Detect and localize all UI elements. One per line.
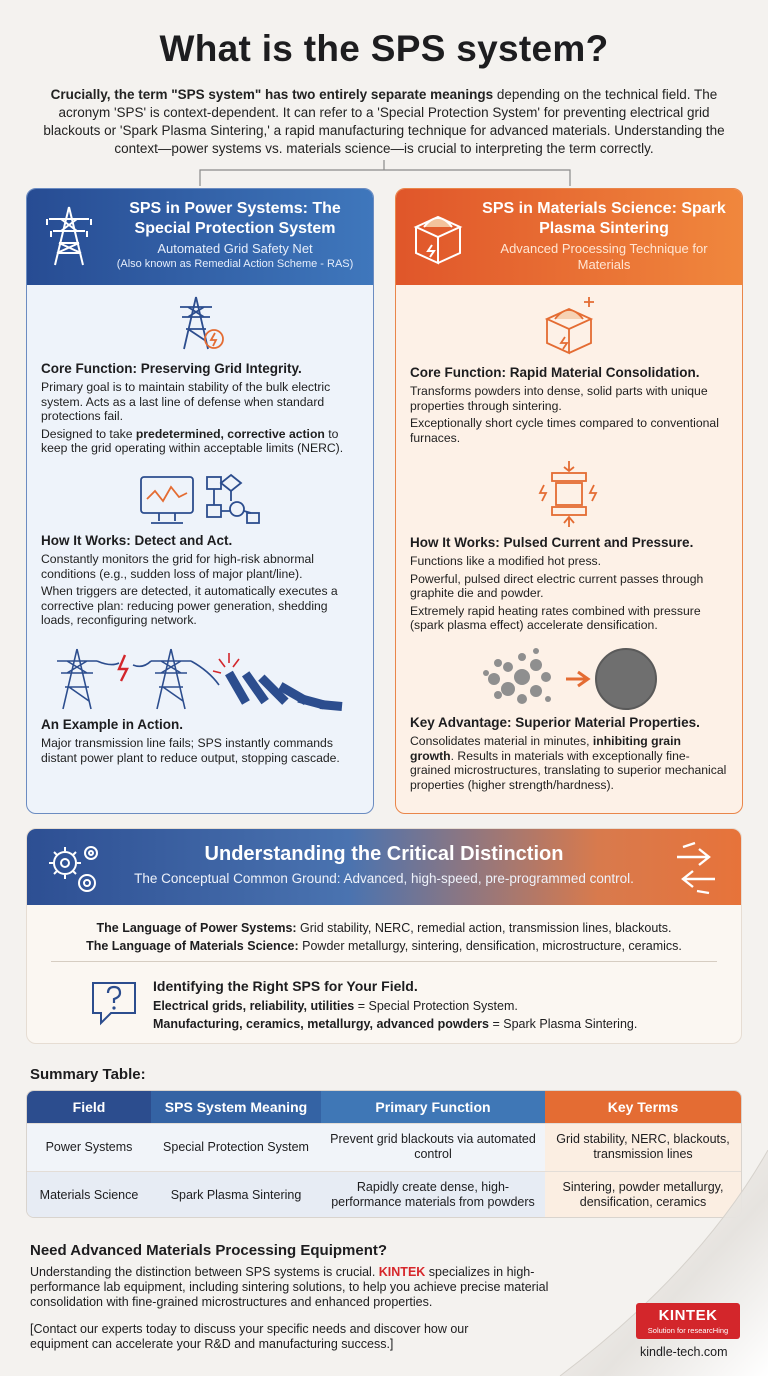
- power-core-p1: Primary goal is to maintain stability of the bulk electric system. Acts as a last line of defense when standard protections fail.: [41, 380, 331, 423]
- power-panel-header: [27, 189, 373, 285]
- power-example-p1: Major transmission line fails; SPS instantly commands distant power plant to reduce output, stopping cascade.: [41, 736, 340, 765]
- materials-panel-title: SPS in Materials Science: Spark Plasma Sintering: [482, 200, 726, 237]
- table-cell: Rapidly create dense, high-performance materials from powders: [321, 1171, 545, 1218]
- cta-body-post: specializes in high-performance lab equipment, including sintering solutions, to help you achieve precise material consolidation with fine-grained microstructures and enhanced properties.: [30, 1265, 549, 1309]
- transmission-tower-icon: [39, 203, 99, 269]
- materials-core-section: [410, 293, 728, 448]
- table-cell: Materials Science: [27, 1171, 151, 1218]
- power-panel-subtitle: Automated Grid Safety Net: [157, 241, 313, 256]
- powder-cube-icon: [539, 293, 599, 355]
- identify-line-2: [153, 1015, 721, 1033]
- page-title: What is the SPS system?: [159, 28, 609, 69]
- power-core-p2-bold: predetermined, corrective action: [135, 426, 325, 441]
- power-panel-aka: (Also known as Remedial Action Scheme - RAS): [116, 258, 354, 270]
- table-cell: Special Protection System: [151, 1123, 321, 1171]
- cta-title: Need Advanced Materials Processing Equipment?: [30, 1242, 388, 1259]
- particle-densify-icon: [474, 645, 664, 713]
- identify-2-rest: = Spark Plasma Sintering.: [488, 1017, 638, 1031]
- materials-advantage-section: [410, 645, 728, 795]
- logo-tagline: Solution for researcHing: [647, 1326, 729, 1335]
- intro-bold: Crucially, the term "SPS system" has two entirely separate meanings: [50, 87, 494, 102]
- materials-how-p3: Extremely rapid heating rates combined with pressure (spark plasma effect) accelerate densification.: [410, 603, 701, 632]
- domino-cascade-icon: [41, 645, 361, 711]
- distinction-title: Understanding the Critical Distinction: [204, 843, 564, 865]
- power-core-heading: Core Function: Preserving Grid Integrity.: [41, 361, 302, 376]
- materials-language-line: [27, 937, 741, 955]
- materials-core-p1: Transforms powders into dense, solid parts with unique properties through sintering.: [410, 384, 708, 413]
- advantage-p1-pre: Consolidates material in minutes,: [410, 734, 593, 748]
- materials-how-p2: Powerful, pulsed direct electric current passes through graphite die and powder.: [410, 571, 704, 600]
- power-how-heading: How It Works: Detect and Act.: [41, 533, 233, 548]
- power-how-section: [41, 473, 359, 631]
- power-example-heading: An Example in Action.: [41, 717, 184, 732]
- identify-heading: Identifying the Right SPS for Your Field.: [153, 978, 418, 994]
- power-how-p1: Constantly monitors the grid for high-risk abnormal conditions (e.g., sudden loss of major plant/line).: [41, 552, 314, 581]
- materials-core-p2: Exceptionally short cycle times compared to conventional furnaces.: [410, 416, 719, 445]
- arrows-exchange-icon: [667, 839, 725, 897]
- table-cell: Prevent grid blackouts via automated control: [321, 1123, 545, 1171]
- power-example-section: [41, 645, 359, 768]
- tower-bolt-icon: [170, 293, 230, 353]
- power-panel-title: SPS in Power Systems: The Special Protection System: [129, 200, 341, 237]
- materials-advantage-heading: Key Advantage: Superior Material Properties.: [410, 715, 700, 730]
- materials-language-label: The Language of Materials Science:: [86, 939, 299, 953]
- materials-science-panel: [395, 188, 743, 814]
- logo-name: KINTEK: [658, 1307, 718, 1324]
- contact-link[interactable]: [Contact our experts today to discuss your specific needs and discover how our equipment can accelerate your R&D and manufacturing success.]: [30, 1322, 469, 1351]
- header-meaning: SPS System Meaning: [151, 1091, 321, 1123]
- identify-2-bold: Manufacturing, ceramics, metallurgy, advanced powders: [153, 1017, 489, 1031]
- kintek-logo[interactable]: [636, 1303, 740, 1339]
- materials-how-section: [410, 459, 728, 636]
- materials-advantage-p1: [410, 734, 728, 792]
- site-link[interactable]: kindle-tech.com: [640, 1345, 728, 1359]
- power-systems-panel: [26, 188, 374, 814]
- cta-brand: KINTEK: [378, 1265, 426, 1279]
- header-function: Primary Function: [321, 1091, 545, 1123]
- advantage-p1-bold: inhibiting grain growth: [410, 734, 681, 763]
- materials-how-p1: Functions like a modified hot press.: [410, 554, 602, 568]
- identify-1-rest: = Special Protection System.: [354, 999, 518, 1013]
- materials-panel-subtitle: Advanced Processing Technique for Materials: [500, 241, 708, 272]
- table-cell: Power Systems: [27, 1123, 151, 1171]
- table-cell: Grid stability, NERC, blackouts, transmission lines: [545, 1123, 741, 1171]
- divider: [51, 961, 717, 962]
- power-core-p2-pre: Designed to take: [41, 426, 136, 441]
- header-field: Field: [27, 1091, 151, 1123]
- press-die-icon: [534, 459, 604, 529]
- power-language-label: The Language of Power Systems:: [96, 921, 297, 935]
- power-core-p2-post: to keep the grid operating within acceptable limits (NERC).: [41, 426, 344, 455]
- identify-line-1: [153, 997, 721, 1015]
- connector-lines: [0, 0, 768, 200]
- materials-core-heading: Core Function: Rapid Material Consolidation.: [410, 365, 700, 380]
- distinction-header: [27, 829, 741, 905]
- identify-1-bold: Electrical grids, reliability, utilities: [153, 999, 355, 1013]
- intro-rest: depending on the technical field. The acronym 'SPS' is context-dependent. It can refer to a 'Special Protection System' for preventing electrical grid blackouts or 'Spark Plasma Sintering,' a rapid manufacturing technique for advanced materials. Understanding the context—power systems vs. materials science—is crucial to interpreting the term correctly.: [43, 87, 725, 156]
- summary-title: Summary Table:: [30, 1066, 146, 1083]
- power-core-p2: [41, 427, 359, 456]
- question-icon: [89, 979, 139, 1027]
- distinction-languages: [27, 919, 741, 955]
- distinction-subtitle: The Conceptual Common Ground: Advanced, high-speed, pre-programmed control.: [134, 871, 634, 886]
- power-core-section: [41, 293, 359, 459]
- distinction-panel: [26, 828, 742, 1044]
- monitor-flowchart-icon: [135, 473, 265, 529]
- page-curl-decoration: [500, 1150, 768, 1376]
- advantage-p1-post: . Results in materials with exceptionally fine-grained microstructures, translating to superior mechanical properties (higher strength/hardness).: [410, 748, 727, 792]
- cta-body-pre: Understanding the distinction between SPS systems is crucial.: [30, 1265, 379, 1279]
- table-header-row: [27, 1091, 741, 1123]
- power-language-line: [27, 919, 741, 937]
- header-key-terms: Key Terms: [545, 1091, 741, 1123]
- materials-how-heading: How It Works: Pulsed Current and Pressure.: [410, 535, 694, 550]
- cta-body: [30, 1265, 575, 1310]
- materials-panel-header: [396, 189, 742, 285]
- table-cell: Spark Plasma Sintering: [151, 1171, 321, 1218]
- powder-box-icon: [408, 203, 468, 269]
- power-how-p2: When triggers are detected, it automatically executes a corrective plan: reducing power generation, shedding loads, reconfiguring network.: [41, 584, 338, 627]
- power-language-terms: Grid stability, NERC, remedial action, transmission lines, blackouts.: [296, 921, 672, 935]
- table-cell: Sintering, powder metallurgy, densification, ceramics: [545, 1171, 741, 1218]
- materials-language-terms: Powder metallurgy, sintering, densification, microstructure, ceramics.: [298, 939, 682, 953]
- identify-section: [153, 977, 721, 1033]
